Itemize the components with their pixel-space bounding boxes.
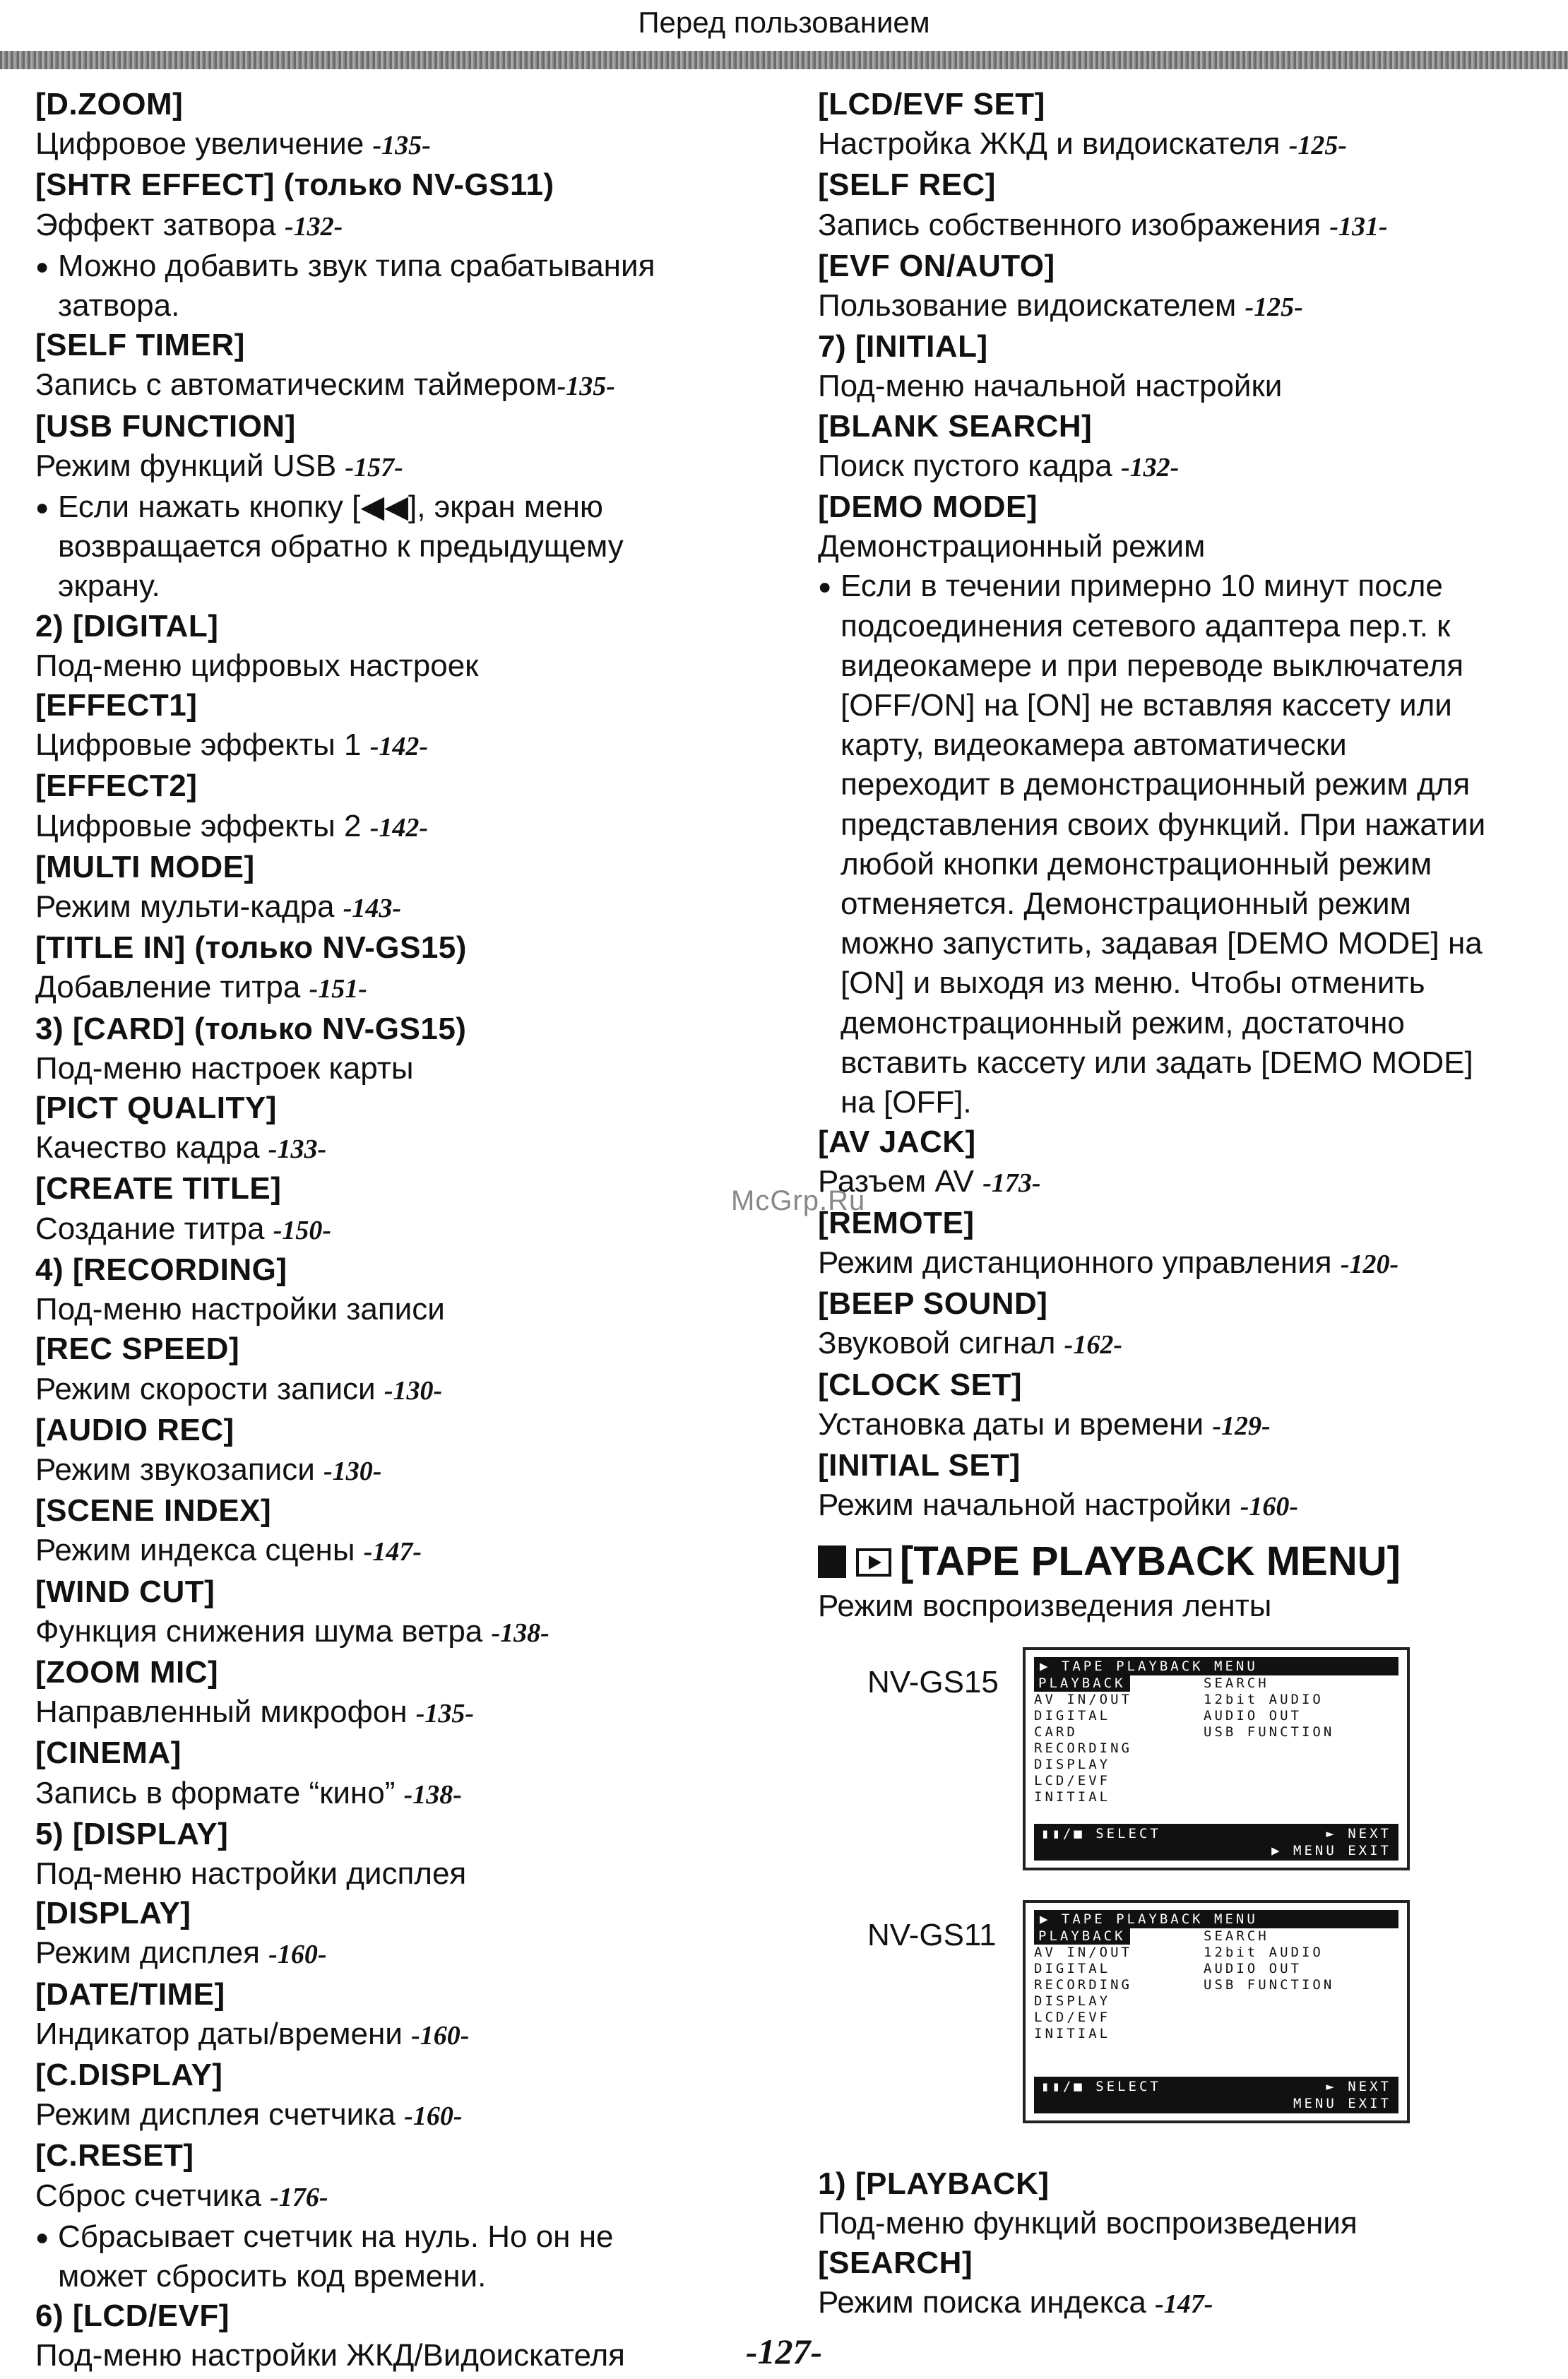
header-band [0, 51, 1568, 69]
item-desc: Режим дисплея счетчика -160- [35, 2097, 463, 2132]
item-desc: Демонстрационный режим [818, 529, 1206, 564]
bullet-note-cont: [OFF/ON] на [ON] не вставляя кассету или [841, 688, 1452, 723]
menu-item: RECORDING [1034, 1740, 1132, 1756]
submenu-item: SEARCH [1204, 1675, 1269, 1691]
page-ref: -135- [557, 372, 615, 402]
item-heading: [MULTI MODE] [35, 849, 255, 884]
item-heading: [AUDIO REC] [35, 1412, 234, 1447]
menu-item: DISPLAY [1034, 1993, 1111, 2009]
item-heading: [C.RESET] [35, 2138, 194, 2173]
item-desc: Эффект затвора -132- [35, 207, 343, 242]
section-subtitle: Режим воспроизведения ленты [818, 1588, 1272, 1623]
item-heading: [SEARCH] [818, 2245, 973, 2281]
item-desc: Установка даты и времени -129- [818, 1406, 1271, 1442]
submenu-item: AUDIO OUT [1204, 1960, 1302, 1976]
bullet-note-cont: затвора. [58, 288, 180, 324]
item-heading: [EVF ON/AUTO] [818, 248, 1055, 283]
menu-item: DIGITAL [1034, 1707, 1111, 1724]
item-heading: [TITLE IN] (только NV-GS15) [35, 930, 467, 966]
page-ref: -120- [1340, 1249, 1399, 1279]
item-desc: Цифровое увеличение -135- [35, 126, 431, 162]
item-heading: [SELF REC] [818, 167, 996, 203]
item-desc: Под-меню цифровых настроек [35, 648, 479, 683]
menu-item: INITIAL [1034, 1788, 1111, 1805]
item-desc: Пользование видоискателем -125- [818, 288, 1303, 324]
submenu-item: 12bit AUDIO [1204, 1691, 1324, 1707]
bullet-note-cont: на [OFF]. [841, 1085, 972, 1120]
page-ref: -138- [403, 1779, 462, 1810]
item-heading: [INITIAL SET] [818, 1447, 1021, 1483]
item-heading: [WIND CUT] [35, 1574, 215, 1609]
page-ref: -132- [1120, 452, 1180, 482]
submenu-item: AUDIO OUT [1204, 1707, 1302, 1724]
submenu-item: USB FUNCTION [1204, 1724, 1335, 1740]
menu-footer: ▮▮/■ SELECT ► NEXT ▶ MENU EXIT [1034, 1824, 1398, 1861]
section-title: [TAPE PLAYBACK MENU] [818, 1542, 1545, 1582]
page-ref: -135- [372, 131, 431, 161]
menu-item: LCD/EVF [1034, 2009, 1111, 2025]
item-heading: [BLANK SEARCH] [818, 408, 1093, 444]
square-bullet-icon [818, 1546, 846, 1578]
page-number: -127- [745, 2332, 823, 2371]
bullet-note-cont: [ON] и выходя из меню. Чтобы отменить [841, 966, 1425, 1001]
bullet-note-cont: экрану. [58, 569, 160, 604]
item-desc: Под-меню функций воспроизведения [818, 2205, 1358, 2241]
item-desc: Качество кадра -133- [35, 1130, 327, 1165]
bullet-note: ● Можно добавить звук типа срабатывания [35, 247, 742, 286]
menu-item-selected: PLAYBACK [1034, 1675, 1130, 1692]
submenu-heading: 6) [LCD/EVF] [35, 2298, 230, 2334]
menu-item: DIGITAL [1034, 1960, 1111, 1976]
item-heading: [CLOCK SET] [818, 1367, 1023, 1402]
page-ref: -160- [411, 2020, 470, 2051]
bullet-note-cont: демонстрационный режим, достаточно [841, 1005, 1405, 1040]
item-desc: Под-меню настройки ЖКД/Видоискателя [35, 2338, 626, 2373]
submenu-heading: 3) [CARD] (только NV-GS15) [35, 1011, 467, 1046]
bullet-note-cont: переходит в демонстрационный режим для [841, 767, 1471, 802]
item-heading: [SHTR EFFECT] (только NV-GS11) [35, 167, 554, 203]
menu-item: INITIAL [1034, 2025, 1111, 2041]
item-heading: [EFFECT2] [35, 769, 198, 804]
item-desc: Под-меню начальной настройки [818, 369, 1283, 404]
page-ref: -147- [363, 1537, 422, 1567]
page-ref: -129- [1212, 1411, 1271, 1441]
menu-item: LCD/EVF [1034, 1772, 1111, 1788]
item-desc: Под-меню настроек карты [35, 1050, 414, 1086]
menu-footer: ▮▮/■ SELECT ► NEXT MENU EXIT [1034, 2077, 1398, 2113]
item-desc: Режим дисплея -160- [35, 1935, 327, 1971]
item-desc: Добавление титра -151- [35, 970, 367, 1005]
item-desc: Создание титра -150- [35, 1211, 332, 1246]
item-heading: [CINEMA] [35, 1736, 182, 1771]
page-ref: -162- [1064, 1330, 1122, 1360]
page-ref: -125- [1245, 292, 1303, 323]
item-desc: Цифровые эффекты 2 -142- [35, 808, 429, 843]
page-ref: -142- [369, 732, 429, 762]
submenu-item: USB FUNCTION [1204, 1976, 1335, 1993]
submenu-heading: 7) [INITIAL] [818, 329, 988, 364]
page-ref: -160- [268, 1940, 327, 1970]
page-ref: -132- [284, 211, 343, 242]
item-desc: Индикатор даты/времени -160- [35, 2016, 470, 2051]
item-desc: Режим поиска индекса -147- [818, 2285, 1213, 2320]
item-desc: Поиск пустого кадра -132- [818, 448, 1180, 483]
bullet-note: ● Если нажать кнопку [◀◀], экран меню [35, 487, 742, 527]
item-heading: [EFFECT1] [35, 688, 198, 723]
submenu-heading: 4) [RECORDING] [35, 1252, 287, 1287]
page-ref: -151- [309, 974, 367, 1004]
item-heading: [REC SPEED] [35, 1331, 240, 1367]
page-ref: -131- [1329, 211, 1388, 242]
item-heading: [AV JACK] [818, 1125, 976, 1160]
page-ref: -150- [273, 1215, 332, 1245]
page-ref: -135- [415, 1699, 475, 1729]
page-ref: -173- [982, 1168, 1041, 1199]
item-desc: Режим функций USB -157- [35, 448, 403, 483]
bullet-note: ● Если в течении примерно 10 минут после [818, 566, 1545, 606]
submenu-item: SEARCH [1204, 1928, 1269, 1944]
item-heading: [DATE/TIME] [35, 1976, 225, 2012]
page-ref: -130- [384, 1375, 443, 1406]
submenu-item: 12bit AUDIO [1204, 1944, 1324, 1960]
bullet-note-cont: представления своих функций. При нажатии [841, 807, 1486, 842]
page-ref: -160- [1240, 1492, 1299, 1522]
item-desc: Звуковой сигнал -162- [818, 1326, 1122, 1361]
item-desc: Режим скорости записи -130- [35, 1371, 443, 1406]
watermark: McGrp.Ru [731, 1185, 866, 1216]
item-desc: Запись собственного изображения -131- [818, 207, 1388, 242]
bullet-note-cont: возвращается обратно к предыдущему [58, 529, 624, 564]
bullet-note-cont: любой кнопки демонстрационный режим [841, 846, 1432, 882]
item-desc: Цифровые эффекты 1 -142- [35, 728, 429, 763]
submenu-heading: 2) [DIGITAL] [35, 608, 219, 643]
item-heading: [DISPLAY] [35, 1896, 191, 1931]
item-heading: [SELF TIMER] [35, 328, 245, 363]
play-mode-icon [856, 1548, 891, 1577]
bullet-note-cont: карту, видеокамера автоматически [841, 728, 1347, 763]
bullet-note-cont: отменяется. Демонстрационный режим [841, 886, 1411, 922]
item-desc: Разъем AV -173- [818, 1164, 1041, 1199]
page-ref: -176- [270, 2182, 328, 2212]
page-ref: -125- [1288, 131, 1348, 161]
menu-screen [1023, 1900, 1410, 2123]
page-ref: -130- [323, 1456, 382, 1486]
item-heading: [SCENE INDEX] [35, 1493, 272, 1529]
item-desc: Режим звукозаписи -130- [35, 1452, 382, 1487]
page-ref: -143- [343, 894, 402, 924]
item-desc: Под-меню настройки записи [35, 1292, 445, 1327]
item-heading: [LCD/EVF SET] [818, 87, 1045, 121]
menu-item: AV IN/OUT [1034, 1691, 1132, 1707]
item-desc: Режим дистанционного управления -120- [818, 1245, 1399, 1280]
item-desc: Режим индекса сцены -147- [35, 1533, 422, 1568]
menu-item: AV IN/OUT [1034, 1944, 1132, 1960]
page-ref: -157- [345, 452, 403, 482]
page-header: Перед пользованием [638, 6, 930, 39]
item-heading: [CREATE TITLE] [35, 1171, 282, 1206]
item-heading: [ZOOM MIC] [35, 1654, 219, 1690]
submenu-heading: 5) [DISPLAY] [35, 1816, 229, 1851]
model-label: NV-GS11 [867, 1917, 997, 1952]
item-heading: [DEMO MODE] [818, 490, 1038, 525]
menu-item: DISPLAY [1034, 1756, 1111, 1772]
bullet-note-cont: можно запустить, задавая [DEMO MODE] на [841, 926, 1483, 961]
menu-screen [1023, 1647, 1410, 1870]
bullet-note-cont: вставить кассету или задать [DEMO MODE] [841, 1045, 1473, 1080]
item-desc: Сброс счетчика -176- [35, 2178, 328, 2213]
menu-screen-gs11 [818, 1900, 1545, 2147]
item-desc: Запись с автоматическим таймером-135- [35, 367, 615, 403]
page-ref: -147- [1155, 2289, 1213, 2320]
menu-item: CARD [1034, 1724, 1078, 1740]
item-desc: Запись в формате “кино” -138- [35, 1775, 462, 1810]
menu-item-selected: PLAYBACK [1034, 1928, 1130, 1945]
item-heading: [PICT QUALITY] [35, 1091, 277, 1126]
left-column [35, 85, 742, 2376]
menu-screen-gs15 [818, 1647, 1545, 1894]
page-ref: -133- [268, 1134, 327, 1165]
item-heading: [BEEP SOUND] [818, 1286, 1048, 1322]
item-heading: [USB FUNCTION] [35, 408, 296, 444]
page-ref: -142- [369, 812, 429, 843]
item-heading: [C.DISPLAY] [35, 2057, 223, 2092]
submenu-heading: 1) [PLAYBACK] [818, 2166, 1050, 2201]
right-column [818, 85, 1545, 2325]
model-label: NV-GS15 [867, 1664, 999, 1699]
item-desc: Режим начальной настройки -160- [818, 1488, 1299, 1523]
item-desc: Функция снижения шума ветра -138- [35, 1613, 550, 1649]
item-heading: [D.ZOOM] [35, 87, 184, 121]
item-heading: [REMOTE] [818, 1205, 975, 1240]
item-desc: Направленный микрофон -135- [35, 1695, 475, 1730]
item-desc: Настройка ЖКД и видоискателя -125- [818, 126, 1348, 162]
menu-title: ▶ TAPE PLAYBACK MENU [1034, 1657, 1398, 1675]
item-desc: Под-меню настройки дисплея [35, 1856, 467, 1891]
bullet-note-cont: подсоединения сетевого адаптера пер.т. к [841, 608, 1451, 643]
bullet-note-cont: может сбросить код времени. [58, 2258, 487, 2294]
bullet-note: ● Сбрасывает счетчик на нуль. Но он не [35, 2217, 742, 2257]
bullet-note-cont: видеокамере и при переводе выключателя [841, 648, 1464, 683]
page-ref: -160- [404, 2101, 463, 2132]
page-ref: -138- [491, 1618, 550, 1648]
menu-item: RECORDING [1034, 1976, 1132, 1993]
item-desc: Режим мульти-кадра -143- [35, 889, 402, 925]
menu-title: ▶ TAPE PLAYBACK MENU [1034, 1910, 1398, 1928]
